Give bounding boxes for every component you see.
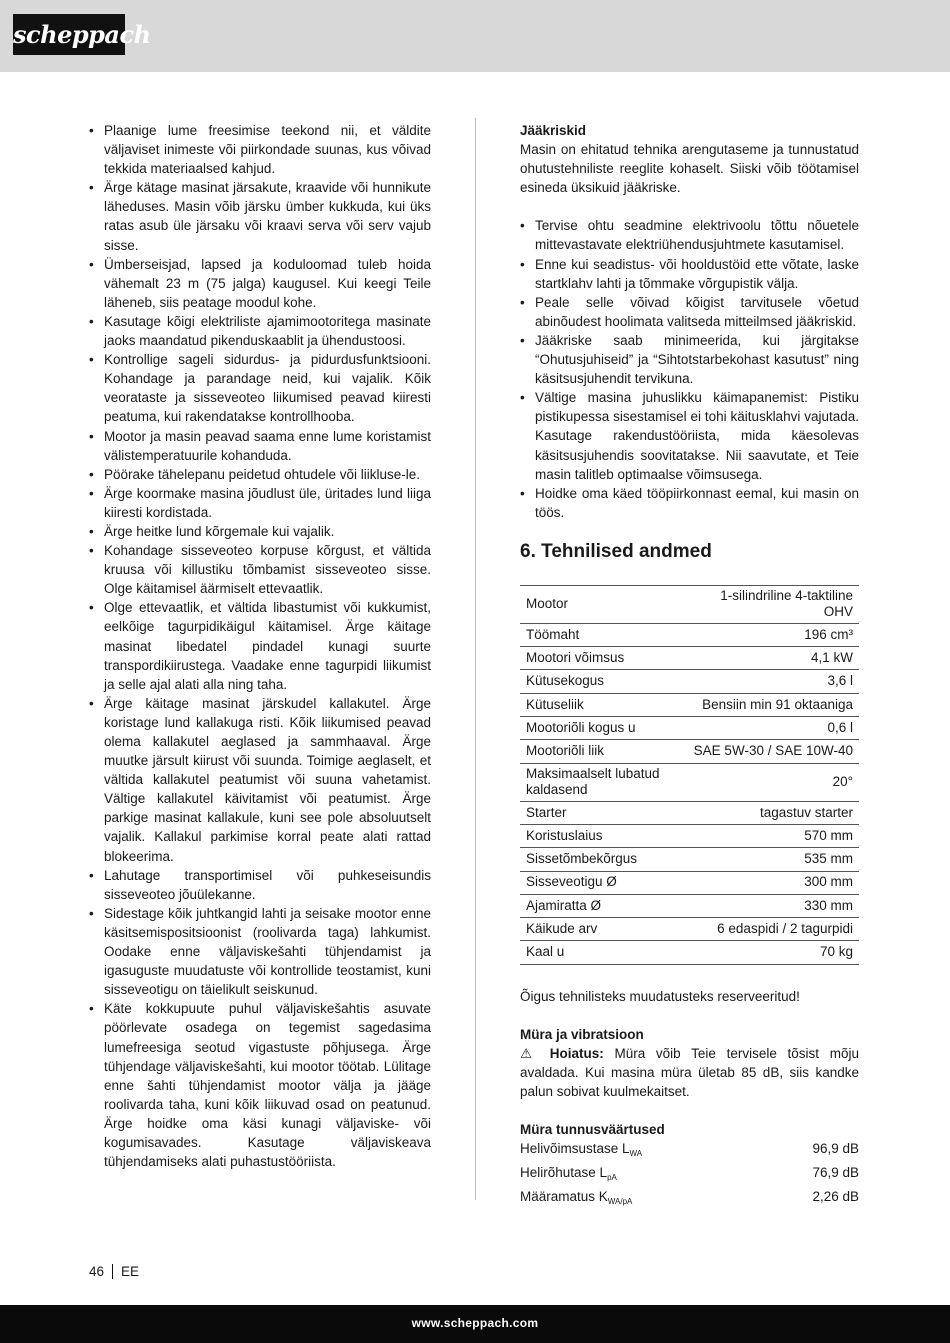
footer-url[interactable]: www.scheppach.com — [411, 1316, 539, 1330]
spec-row — [520, 824, 859, 847]
noise-label-subscript: WA/pA — [607, 1197, 633, 1207]
noise-values-title: Müra tunnusväärtused — [520, 1122, 665, 1138]
spec-label: Sisseveotigu Ø — [520, 871, 670, 894]
spec-label: Mootoriõli kogus u — [520, 717, 670, 740]
spec-value: 330 mm — [670, 894, 859, 917]
noise-label-subscript: WA — [629, 1149, 643, 1159]
spec-row — [520, 918, 859, 941]
spec-value: 570 mm — [670, 824, 859, 847]
noise-label — [520, 1139, 642, 1163]
bullet-item: • Ärge heitke lund kõrgemale kui vajalik. — [89, 522, 431, 541]
spec-value: 196 cm³ — [670, 623, 859, 646]
noise-value: 96,9 dB — [812, 1141, 859, 1157]
spec-label: Mootori võimsus — [520, 647, 670, 670]
technical-note: Õigus tehnilisteks muudatusteks reserveeritud! — [520, 988, 800, 1004]
bullet-item: • Ärge käitage masinat järskudel kallakutel. Ärge koristage lund kallakuga risti. Kõik liikumised peavad olema kallakutel aeglased ja sammhaaval. Ärge muutke järsult kiirust või suunda. Toimige aeglaselt, et vältida kallakutel peatumist või suuna vahetamist. Vältige kallakutel käivitamist või peatumist. Ärge parkige masinat kallakule, kuni see pole absoluutselt vajalik. Kallakul parkimise korral peate alati rattad blokeerima. — [89, 694, 431, 866]
noise-value-row — [520, 1187, 859, 1211]
bullet-item: • Kohandage sisseveoteo korpuse kõrgust, et vältida kruusa või killustiku tõmbamist sisseveoteo sisse. Olge käitamisel äärmiselt ettevaatlik. — [89, 541, 431, 598]
spec-label: Kütusekogus — [520, 670, 670, 693]
spec-row — [520, 848, 859, 871]
spec-row — [520, 585, 859, 623]
spec-value: 4,1 kW — [670, 647, 859, 670]
spec-value: 1-silindriline 4-taktiline OHV — [670, 585, 859, 623]
spec-value: tagastuv starter — [670, 801, 859, 824]
spec-row — [520, 871, 859, 894]
bullet-item: • Peale selle võivad kõigist tarvitusele võetud abinõudest hoolimata valitseda mitteilmsed jääkriskid. — [520, 293, 859, 331]
spec-label: Koristuslaius — [520, 824, 670, 847]
bullet-item: • Pöörake tähelepanu peidetud ohtudele või liikluse-le. — [89, 465, 431, 484]
noise-label-text: Määramatus K — [520, 1189, 608, 1205]
section-title-technical: 6. Tehnilised andmed — [520, 540, 712, 562]
spec-label: Kaal u — [520, 941, 670, 964]
page-number-value: 46 — [89, 1264, 105, 1279]
spec-row — [520, 647, 859, 670]
spec-value: 300 mm — [670, 871, 859, 894]
bullet-item: • Käte kokkupuute puhul väljaviskešahtis asuvate pöörlevate osadega on tegemist sagedasima lumefreesiga seotud vigastuste põhjusega. Ärge tühjendage väljaviskešahti, kui mootor töötab. Lülitage enne šahti tühjendamist mootor välja ja jääge roolivarda taha, kuni kõik liikuvad osad on peatunud. Ärge hoidke oma käsi kunagi väljaviske- või kogumisavades. Kasutage väljaviskeava tühjendamiseks alati puhastustööriista. — [89, 999, 431, 1171]
spec-label: Kütuseliik — [520, 693, 670, 716]
noise-value: 2,26 dB — [812, 1189, 859, 1205]
spec-value: SAE 5W-30 / SAE 10W-40 — [670, 740, 859, 763]
spec-value: 6 edaspidi / 2 tagurpidi — [670, 918, 859, 941]
spec-row — [520, 941, 859, 964]
bullet-item: • Jääkriske saab minimeerida, kui järgitakse “Ohutusjuhiseid” ja “Sihtotstarbekohast kasutust” ning käsitsusjuhendit tervikuna. — [520, 331, 859, 388]
bullet-item: • Kontrollige sageli sidurdus- ja pidurdusfunktsiooni. Kohandage ja parandage neid, kui vajalik. Kõik veorataste ja sisseveoteo liikumised peavad kiiresti peatuma, kui rakendatakse kontrollhooba. — [89, 350, 431, 426]
spec-value: Bensiin min 91 oktaaniga — [670, 693, 859, 716]
scheppach-logo: scheppach — [13, 14, 125, 55]
page-number — [89, 1264, 139, 1279]
left-column — [89, 121, 431, 1171]
spec-label: Töömaht — [520, 623, 670, 646]
column-divider — [475, 118, 476, 1200]
residual-risks-intro: Masin on ehitatud tehnika arengutaseme ja tunnustatud ohutustehniliste reeglite kohaselt. Siiski võib töötamisel esineda üksikuid jääkriske. — [520, 142, 859, 196]
spec-label: Mootoriõli liik — [520, 740, 670, 763]
bullet-item: • Plaanige lume freesimise teekond nii, et väldite väljaviset inimeste või piirkondade suunas, kus võivad tekkida materiaalsed kahjud. — [89, 121, 431, 178]
page-header — [0, 0, 950, 72]
safety-bullet-list — [89, 121, 431, 1171]
right-column — [520, 121, 859, 1211]
bullet-item: • Kasutage kõigi elektriliste ajamimootoritega masinate jaoks maandatud pikenduskaablit ja ühendustoosi. — [89, 312, 431, 350]
noise-label — [520, 1163, 617, 1187]
spec-row — [520, 693, 859, 716]
bullet-item: • Enne kui seadistus- või hooldustöid ette võtate, laske startklahv lahti ja tõmmake võrgupistik välja. — [520, 255, 859, 293]
spec-row — [520, 717, 859, 740]
noise-value-row — [520, 1139, 859, 1163]
bullet-item: • Mootor ja masin peavad saama enne lume koristamist välistemperatuurile kohanduda. — [89, 427, 431, 465]
spec-label: Sissetõmbekõrgus — [520, 848, 670, 871]
noise-value: 76,9 dB — [812, 1165, 859, 1181]
page-footer — [0, 1305, 950, 1343]
bullet-item: • Lahutage transportimisel või puhkeseisundis sisseveoteo jõuülekanne. — [89, 866, 431, 904]
page-number-separator — [112, 1264, 113, 1279]
spec-label: Käikude arv — [520, 918, 670, 941]
spec-value: 0,6 l — [670, 717, 859, 740]
residual-risks-title: Jääkriskid — [520, 123, 587, 138]
spec-row — [520, 740, 859, 763]
spec-row — [520, 801, 859, 824]
spec-value: 535 mm — [670, 848, 859, 871]
bullet-item: • Ärge koormake masina jõudlust üle, üritades lund liiga kiiresti kordistada. — [89, 484, 431, 522]
spec-label: Ajamiratta Ø — [520, 894, 670, 917]
warning-label: ⚠ Hoiatus: — [520, 1045, 604, 1061]
noise-label — [520, 1187, 632, 1211]
residual-risks-list — [520, 216, 859, 522]
noise-value-row — [520, 1163, 859, 1187]
technical-data-table — [520, 585, 859, 965]
noise-values-list — [520, 1139, 859, 1211]
spec-row — [520, 670, 859, 693]
spec-row — [520, 623, 859, 646]
bullet-item: • Ümberseisjad, lapsed ja koduloomad tuleb hoida vähemalt 23 m (75 jalga) kaugusel. Kui keegi Teile läheneb, siis peatage moodul kohe. — [89, 255, 431, 312]
spec-label: Mootor — [520, 585, 670, 623]
bullet-item: • Sidestage kõik juhtkangid lahti ja seisake mootor enne käsitsemispositsioonist (roolivarda taga) lahkumist. Oodake enne väljaviskešahti tühjendamist ja igasuguste muudatuste või kontrollide teostamist, kuni sisseveotigu on täielikult seiskunud. — [89, 904, 431, 999]
spec-value: 3,6 l — [670, 670, 859, 693]
language-code: EE — [121, 1264, 140, 1279]
bullet-item: • Hoidke oma käed tööpiirkonnast eemal, kui masin on töös. — [520, 484, 859, 522]
bullet-item: • Ärge kätage masinat järsakute, kraavide või hunnikute läheduses. Masin võib järsku ümber kukkuda, kui üks ratas asub üle järsaku või kraavi serva või serv vajub sisse. — [89, 178, 431, 254]
noise-label-text: Helivõimsustase L — [520, 1141, 630, 1157]
noise-label-subscript: pA — [607, 1173, 617, 1183]
warning-text: Müra võib Teie tervisele tõsist mõju avaldada. Kui masina müra ületab 85 dB, siis kandke palun sobivat kuulmekaitset. — [520, 1045, 859, 1100]
spec-row — [520, 894, 859, 917]
spec-value: 70 kg — [670, 941, 859, 964]
spec-label: Starter — [520, 801, 670, 824]
noise-warning — [520, 1044, 859, 1101]
bullet-item: • Vältige masina juhuslikku käimapanemist: Pistiku pistikupessa sisestamisel ei tohi käitusklahvi vajutada. Kasutage rakendustööriista, mida käesolevas käsitsusjuhendis soovitatakse. Nii saavutate, et Teie masin talitleb optimaalse võimsusega. — [520, 388, 859, 483]
spec-label: Maksimaalselt lubatud kaldasend — [520, 763, 670, 801]
bullet-item: • Olge ettevaatlik, et vältida libastumist või kukkumist, eelkõige tagurpidikäigul käitamisel. Ärge käitage masinat libedatel pindadel kunagi suurte transpordikiirustega. Vaadake enne tagurpidi liikumist ja selle ajal alati alla ning taha. — [89, 598, 431, 693]
noise-title: Müra ja vibratsioon — [520, 1026, 644, 1042]
spec-value: 20° — [670, 763, 859, 801]
bullet-item: • Tervise ohtu seadmine elektrivoolu tõttu nõuetele mittevastavate elektriühendusjuhtmete kasutamisel. — [520, 216, 859, 254]
noise-label-text: Helirõhutase L — [520, 1165, 608, 1181]
spec-row — [520, 763, 859, 801]
